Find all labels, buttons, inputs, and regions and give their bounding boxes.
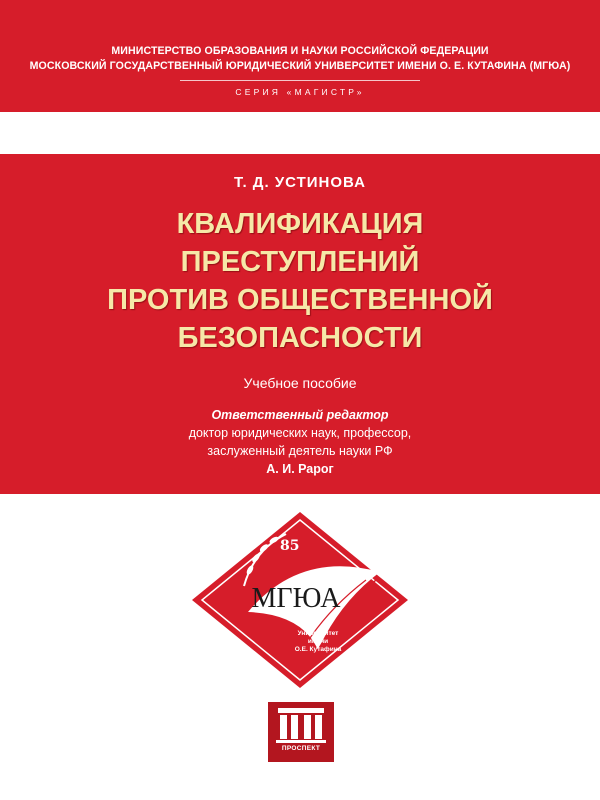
ministry-line-2: МОСКОВСКИЙ ГОСУДАРСТВЕННЫЙ ЮРИДИЧЕСКИЙ УНИВЕРСИТЕТ ИМЕНИ О. Е. КУТАФИНА (МГЮА) bbox=[29, 60, 571, 72]
series-divider bbox=[180, 80, 420, 81]
emblem-caption-1: Университет bbox=[297, 630, 339, 637]
author: Т. Д. УСТИНОВА bbox=[234, 174, 366, 191]
ministry-line-1: МИНИСТЕРСТВО ОБРАЗОВАНИЯ И НАУКИ РОССИЙСКОЙ ФЕДЕРАЦИИ bbox=[111, 45, 489, 57]
editor-credentials-1: доктор юридических наук, профессор, bbox=[188, 426, 412, 440]
title-line-4: БЕЗОПАСНОСТИ bbox=[177, 322, 423, 354]
emblem-caption-3: О.Е. Кутафина bbox=[294, 646, 342, 653]
publisher-name: ПРОСПЕКТ bbox=[281, 745, 321, 752]
mgyua-emblem-icon bbox=[190, 510, 410, 690]
title-line-2: ПРЕСТУПЛЕНИЙ bbox=[180, 246, 420, 278]
editor-name: А. И. Рарог bbox=[266, 462, 334, 476]
emblem-anniversary: 85 bbox=[280, 538, 300, 554]
prospekt-logo-icon bbox=[268, 702, 334, 762]
title-line-1: КВАЛИФИКАЦИЯ bbox=[176, 208, 424, 240]
emblem-caption-2: имени bbox=[307, 638, 329, 645]
series-label: СЕРИЯ «МАГИСТР» bbox=[235, 87, 365, 97]
subtitle: Учебное пособие bbox=[243, 375, 357, 391]
editor-credentials-2: заслуженный деятель науки РФ bbox=[207, 444, 393, 458]
title-line-3: ПРОТИВ ОБЩЕСТВЕННОЙ bbox=[107, 284, 493, 316]
editor-role: Ответственный редактор bbox=[211, 408, 389, 422]
emblem-abbreviation: МГЮА bbox=[251, 583, 341, 614]
